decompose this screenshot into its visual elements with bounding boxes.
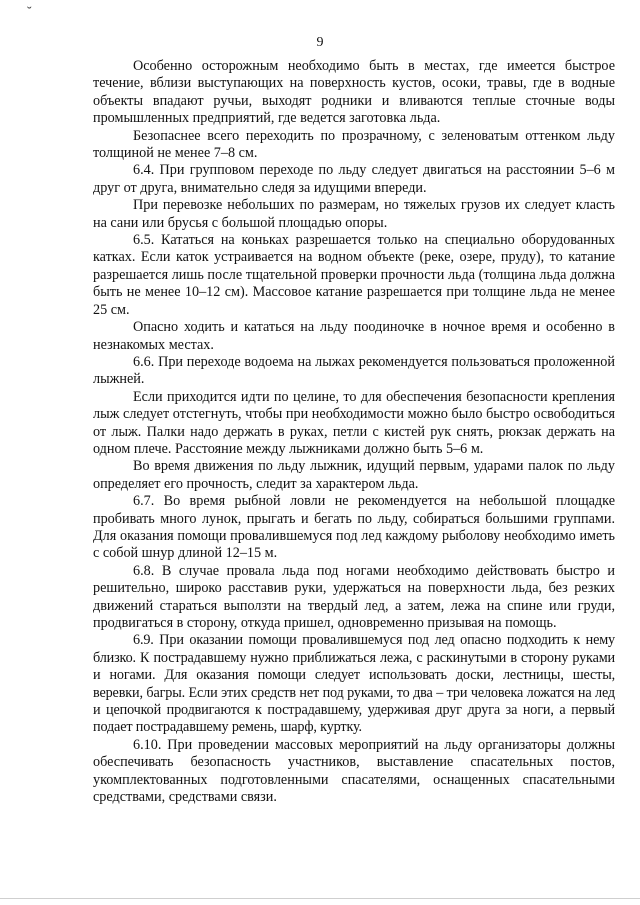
corner-mark: ˘ xyxy=(27,5,32,20)
paragraph-6-7: 6.7. Во время рыбной ловли не рекомендуется на небольшой площадке пробивать много лунок, прыгать и бегать по льду, собираться большими группами. Для оказания помощи провалившемуся под лед каждому рыболову необходимо иметь с собой шнур длиной 12–15 м. xyxy=(93,493,615,562)
page-bottom-edge xyxy=(0,898,640,899)
paragraph-lead-skier: Во время движения по льду лыжник, идущий первым, ударами палок по льду определяет его прочность, следит за характером льда. xyxy=(93,458,615,492)
paragraph-6-6: 6.6. При переходе водоема на лыжах рекомендуется пользоваться проложенной лыжней. xyxy=(93,353,615,388)
paragraph-heavy-loads: При перевозке небольших по размерам, но тяжелых грузов их следует класть на сани или брусья с большой площадью опоры. xyxy=(93,197,615,231)
paragraph-6-5: 6.5. Кататься на коньках разрешается только на специально оборудованных катках. Если каток устраивается на водном объекте (реке, озере, пруду), то катание разрешается лишь после тщательной проверки прочности льда (толщина льда должна быть не менее 10–12 см). Массовое катание разрешается при толщине льда не менее 25 см. xyxy=(93,232,615,318)
paragraph-dangerous-places: Особенно осторожным необходимо быть в местах, где имеется быстрое течение, вблизи выступающих на поверхность кустов, осоки, травы, где в водные объекты впадают ручьи, выходят родники и вливаются теплые сточные воды промышленных предприятий, где ведется заготовка льда. xyxy=(93,58,615,127)
page-number: 9 xyxy=(316,35,324,50)
paragraph-6-9: 6.9. При оказании помощи провалившемуся под лед опасно подходить к нему близко. К пострадавшему нужно приближаться лежа, с раскинутыми в сторону руками и ногами. Для оказания помощи следует использовать доски, лестницы, шесты, веревки, багры. Если этих средств нет под руками, то два – три человека ложатся на лед и цепочкой продвигаются к пострадавшему, удерживая друг друга за ноги, а первый подает пострадавшему ремень, шарф, куртку. xyxy=(93,632,615,736)
paragraph-safe-ice: Безопаснее всего переходить по прозрачному, с зеленоватым оттенком льду толщиной не менее 7–8 см. xyxy=(93,127,615,162)
paragraph-6-10: 6.10. При проведении массовых мероприятий на льду организаторы должны обеспечивать безопасность участников, выставление спасательных постов, укомплектованных подготовленными спасателями, оснащенных спасательными средствами, средствами связи. xyxy=(93,736,615,806)
paragraph-night-skating: Опасно ходить и кататься на льду поодиночке в ночное время и особенно в незнакомых местах. xyxy=(93,319,615,353)
paragraph-6-4: 6.4. При групповом переходе по льду следует двигаться на расстоянии 5–6 м друг от друга, внимательно следя за идущими впереди. xyxy=(93,162,615,196)
paragraph-virgin-snow: Если приходится идти по целине, то для обеспечения безопасности крепления лыж следует отстегнуть, чтобы при необходимости можно было быстро освободиться от лыж. Палки надо держать в руках, петли с кистей рук снять, рюкзак держать на одном плече. Расстояние между лыжниками должно быть 5–6 м. xyxy=(93,388,615,457)
document-body xyxy=(93,58,615,806)
paragraph-6-8: 6.8. В случае провала льда под ногами необходимо действовать быстро и решительно, широко расставив руки, удержаться на поверхности льда, без резких движений стараться выползти на твердый лед, а затем, лежа на спине или груди, продвигаться в сторону, откуда пришел, одновременно призывая на помощь. xyxy=(93,562,615,631)
